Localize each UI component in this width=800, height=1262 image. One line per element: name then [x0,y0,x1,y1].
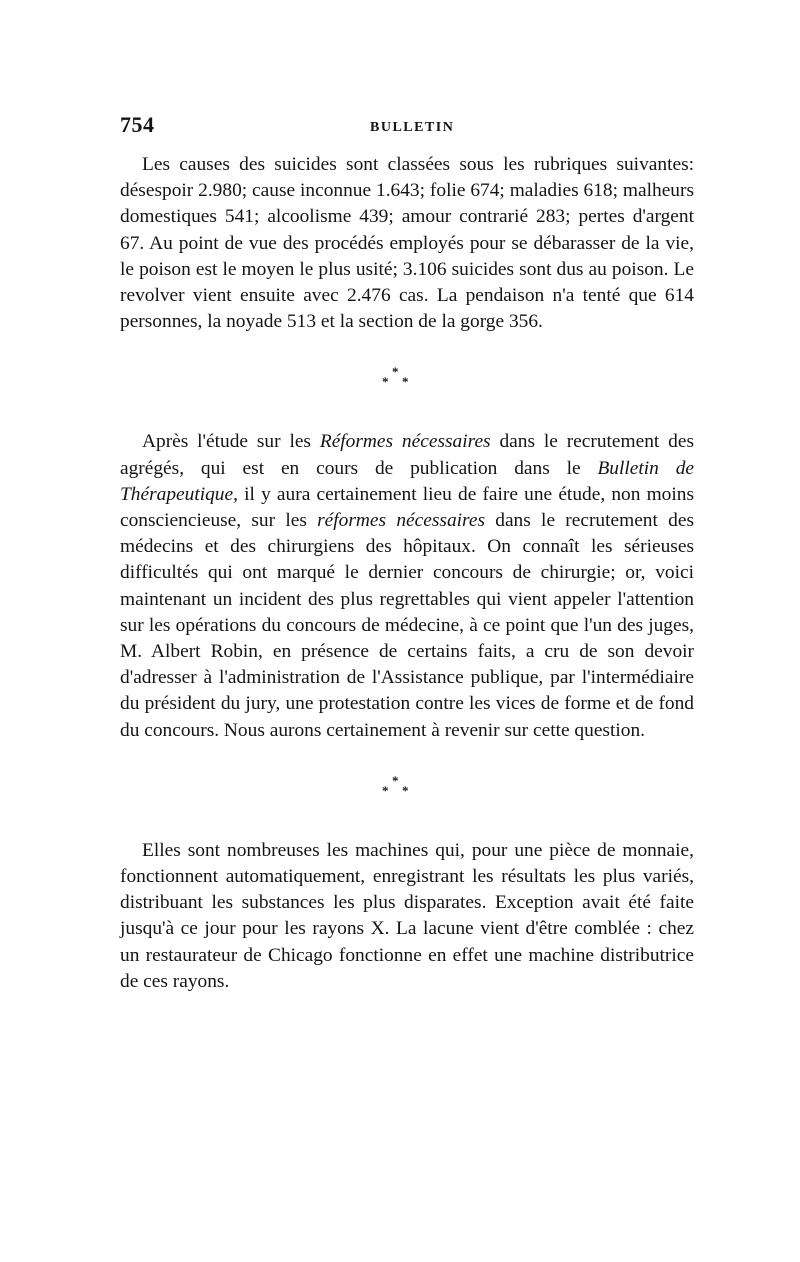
text-run: , il y aura certainement lieu de faire une étude, non moins consciencieuse, sur les [120,483,694,532]
italic-title-bulletin: Bulletin de Thérapeutique [120,457,694,505]
star-glyph: * [402,782,409,798]
text-run: dans le recrutement des agrégés, qui est en cours de publication dans le [120,431,694,479]
star-glyph: * [402,374,409,390]
paragraph-machines: Elles sont nombreuses les machines qui, pour une pièce de monnaie, fonctionnent automatiquement, enregistrant les résultats les plus variés, distribuant les substances les plus disparates. Exception avait été faite jusqu'à ce jour pour les rayons X. La lacune vient d'être comblée : chez un restaurateur de Chicago fonctionne en effet une machine distributrice de ces rayons. [120,839,694,992]
running-head: BULLETIN [370,120,455,135]
asterism-divider-2 [120,744,694,838]
asterism-divider-1 [120,335,694,429]
book-page [120,112,694,995]
page-number: 754 [120,112,155,137]
text-run: dans le recrutement des médecins et des chirurgiens des hôpitaux. On connaît les sérieuses difficultés qui ont marqué le dernier concours de chirurgie; or, voici maintenant un incident des plus regrettables qui vient appeler l'attention sur les opérations du concours de médecine, à ce point que l'un des juges, M. Albert Robin, en présence de certains faits, a cru de son devoir d'adresser à l'administration de l'Assistance publique, par l'intermédiaire du président du jury, une protestation contre les vices de forme et de fond du concours. Nous aurons certainement à revenir sur cette question. [120,510,694,741]
star-glyph: * [382,374,389,390]
star-glyph: * [392,364,399,380]
asterism-stars [382,774,412,800]
italic-title-reformes-2: réformes nécessaires [317,510,485,532]
paragraph-concours [120,429,694,743]
text-run: Après l'étude sur les [142,431,320,453]
asterism-stars [382,365,412,391]
page-header [120,112,694,152]
star-glyph: * [382,782,389,798]
italic-title-reformes: Réformes nécessaires [319,431,491,453]
star-glyph: * [392,772,399,788]
paragraph-suicides: Les causes des suicides sont classées sous les rubriques suivantes: désespoir 2.980; cause inconnue 1.643; folie 674; maladies 618; malheurs domestiques 541; alcoolisme 439; amour contrarié 283; pertes d'argent 67. Au point de vue des procédés employés pour se débarasser de la vie, le poison est le moyen le plus usité; 3.106 suicides sont dus au poison. Le revolver vient ensuite avec 2.476 cas. La pendaison n'a tenté que 614 personnes, la noyade 513 et la section de la gorge 356. [120,154,694,333]
